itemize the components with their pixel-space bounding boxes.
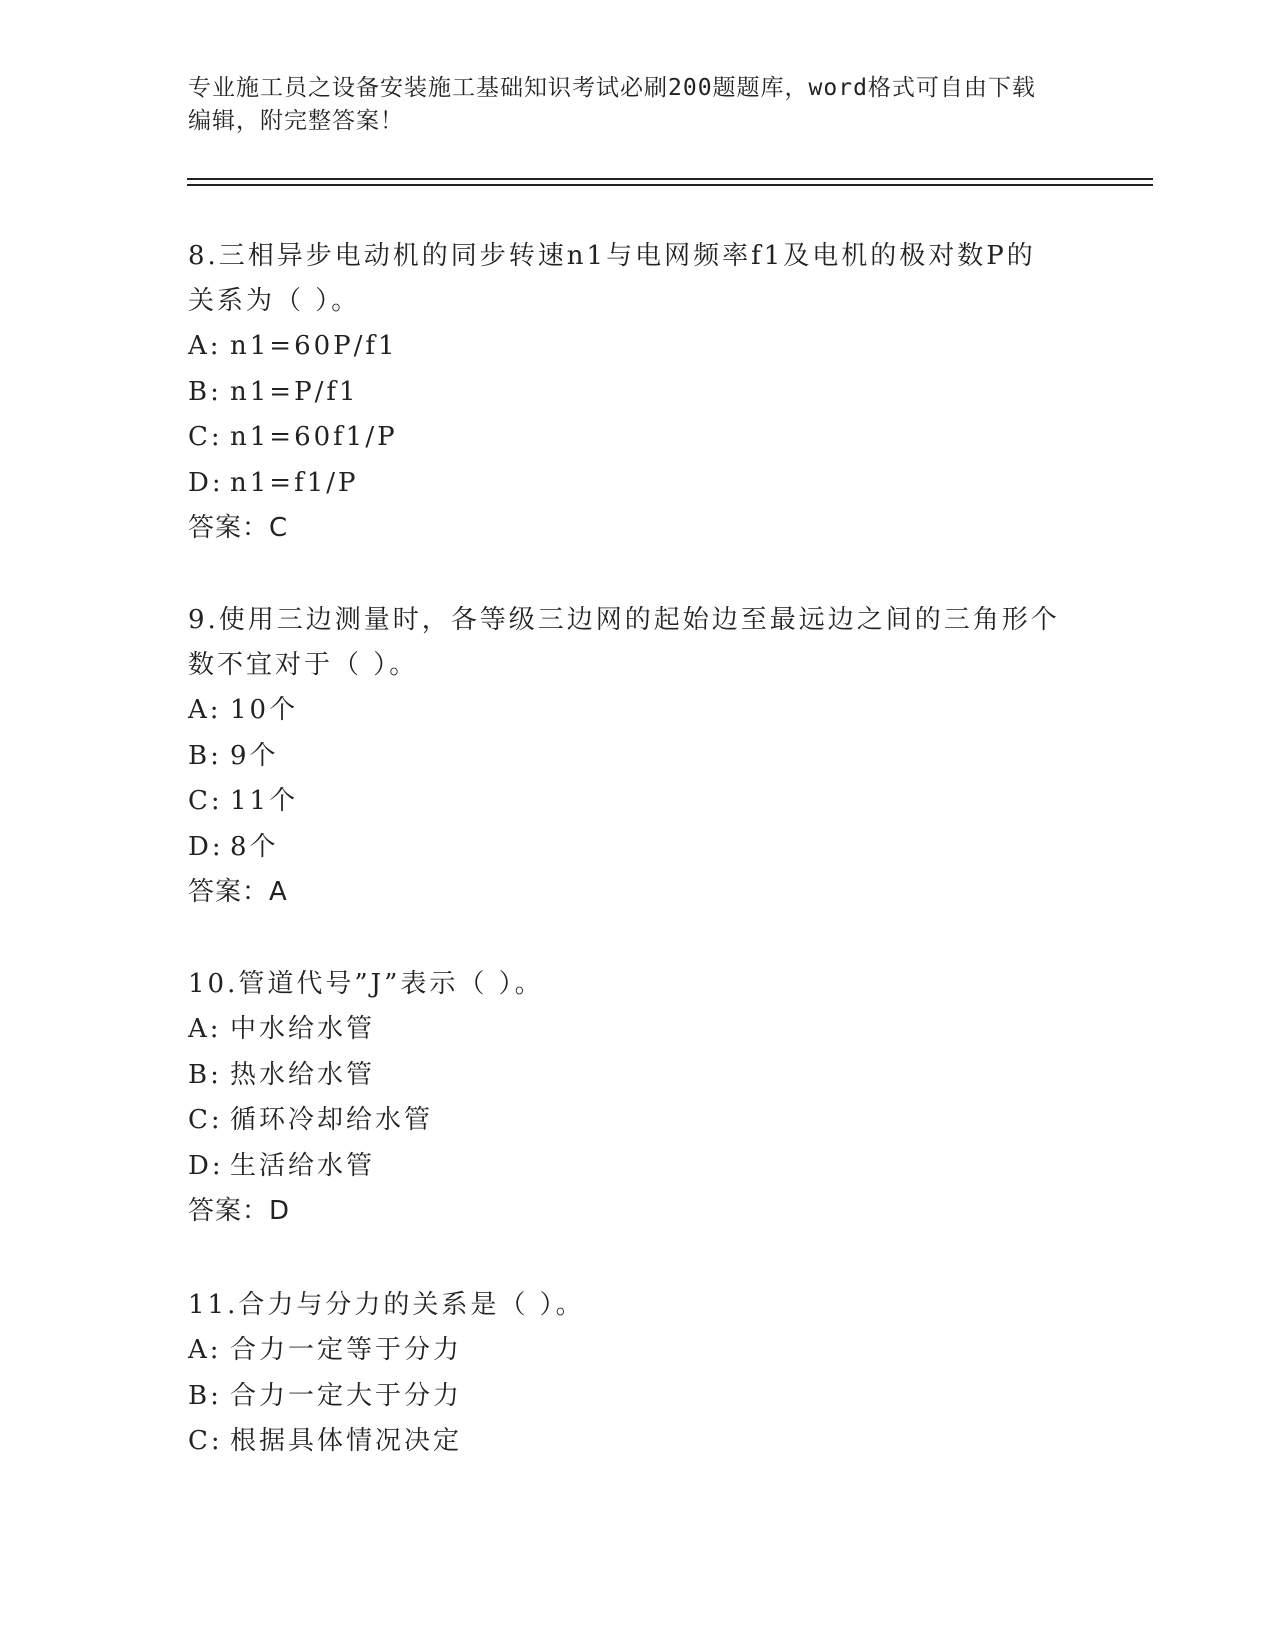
option-key: D: — [188, 467, 224, 498]
answer: 答案：C — [188, 513, 289, 543]
option-key: A: — [188, 1014, 222, 1044]
option-key: B: — [188, 376, 222, 407]
question-10 — [188, 962, 1088, 1234]
question-text — [188, 1283, 1088, 1328]
option-key: A: — [188, 1335, 222, 1365]
option-key: C: — [188, 1426, 223, 1456]
question-9 — [188, 598, 1088, 915]
option-key: A: — [188, 331, 222, 361]
question-line: 11.合力与分力的关系是（ ）。 — [188, 1290, 585, 1320]
option-b — [188, 370, 1088, 416]
option-b — [188, 734, 1088, 780]
option-key: A: — [188, 695, 222, 725]
option-c — [188, 1098, 1088, 1144]
option-key: C: — [188, 786, 223, 816]
option-text: 8个 — [230, 831, 279, 862]
answer: 答案：A — [188, 877, 288, 907]
option-c — [188, 1419, 1088, 1465]
option-text: 热水给水管 — [230, 1059, 376, 1090]
option-c — [188, 779, 1088, 825]
option-text: 根据具体情况决定 — [230, 1426, 463, 1456]
document-header — [188, 72, 1088, 138]
option-d — [188, 1144, 1088, 1190]
header-divider-top — [187, 178, 1153, 180]
header-divider-bottom — [187, 184, 1153, 186]
option-text: 11个 — [230, 786, 299, 816]
option-a — [188, 1328, 1088, 1374]
option-b — [188, 1053, 1088, 1099]
header-line-2: 编辑，附完整答案！ — [188, 108, 404, 134]
question-text — [188, 234, 1088, 324]
option-text: 中水给水管 — [230, 1014, 376, 1044]
option-key: C: — [188, 422, 223, 452]
option-text: 生活给水管 — [230, 1150, 376, 1181]
option-text: n1=60P/f1 — [230, 331, 398, 361]
option-key: D: — [188, 831, 224, 862]
option-b — [188, 1374, 1088, 1420]
option-key: D: — [188, 1150, 224, 1181]
option-text: n1=P/f1 — [230, 376, 359, 407]
question-line: 数不宜对于（ ）。 — [188, 650, 419, 680]
option-a — [188, 688, 1088, 734]
option-a — [188, 324, 1088, 370]
option-key: C: — [188, 1105, 223, 1135]
question-line: 9.使用三边测量时，各等级三边网的起始边至最远边之间的三角形个 — [188, 605, 1060, 635]
question-line: 10.管道代号”J”表示（ ）。 — [188, 969, 544, 999]
option-text: n1=60f1/P — [230, 422, 398, 452]
option-key: B: — [188, 1380, 222, 1411]
option-c — [188, 415, 1088, 461]
option-d — [188, 825, 1088, 871]
option-text: 9个 — [230, 740, 279, 771]
option-key: B: — [188, 740, 222, 771]
answer: 答案：D — [188, 1196, 291, 1226]
option-text: 合力一定等于分力 — [230, 1335, 463, 1365]
option-text: 10个 — [230, 695, 299, 725]
question-line: 8.三相异步电动机的同步转速n1与电网频率f1及电机的极对数P的 — [188, 241, 1036, 271]
question-text — [188, 598, 1088, 688]
question-11 — [188, 1283, 1088, 1465]
question-text — [188, 962, 1088, 1007]
option-a — [188, 1007, 1088, 1053]
option-text: 循环冷却给水管 — [230, 1105, 434, 1135]
question-8 — [188, 234, 1088, 551]
header-line-1: 专业施工员之设备安装施工基础知识考试必刷200题题库，word格式可自由下载 — [188, 75, 1036, 101]
option-text: n1=f1/P — [230, 467, 359, 498]
option-key: B: — [188, 1059, 222, 1090]
option-d — [188, 461, 1088, 507]
option-text: 合力一定大于分力 — [230, 1380, 463, 1411]
question-line: 关系为（ ）。 — [188, 286, 361, 316]
